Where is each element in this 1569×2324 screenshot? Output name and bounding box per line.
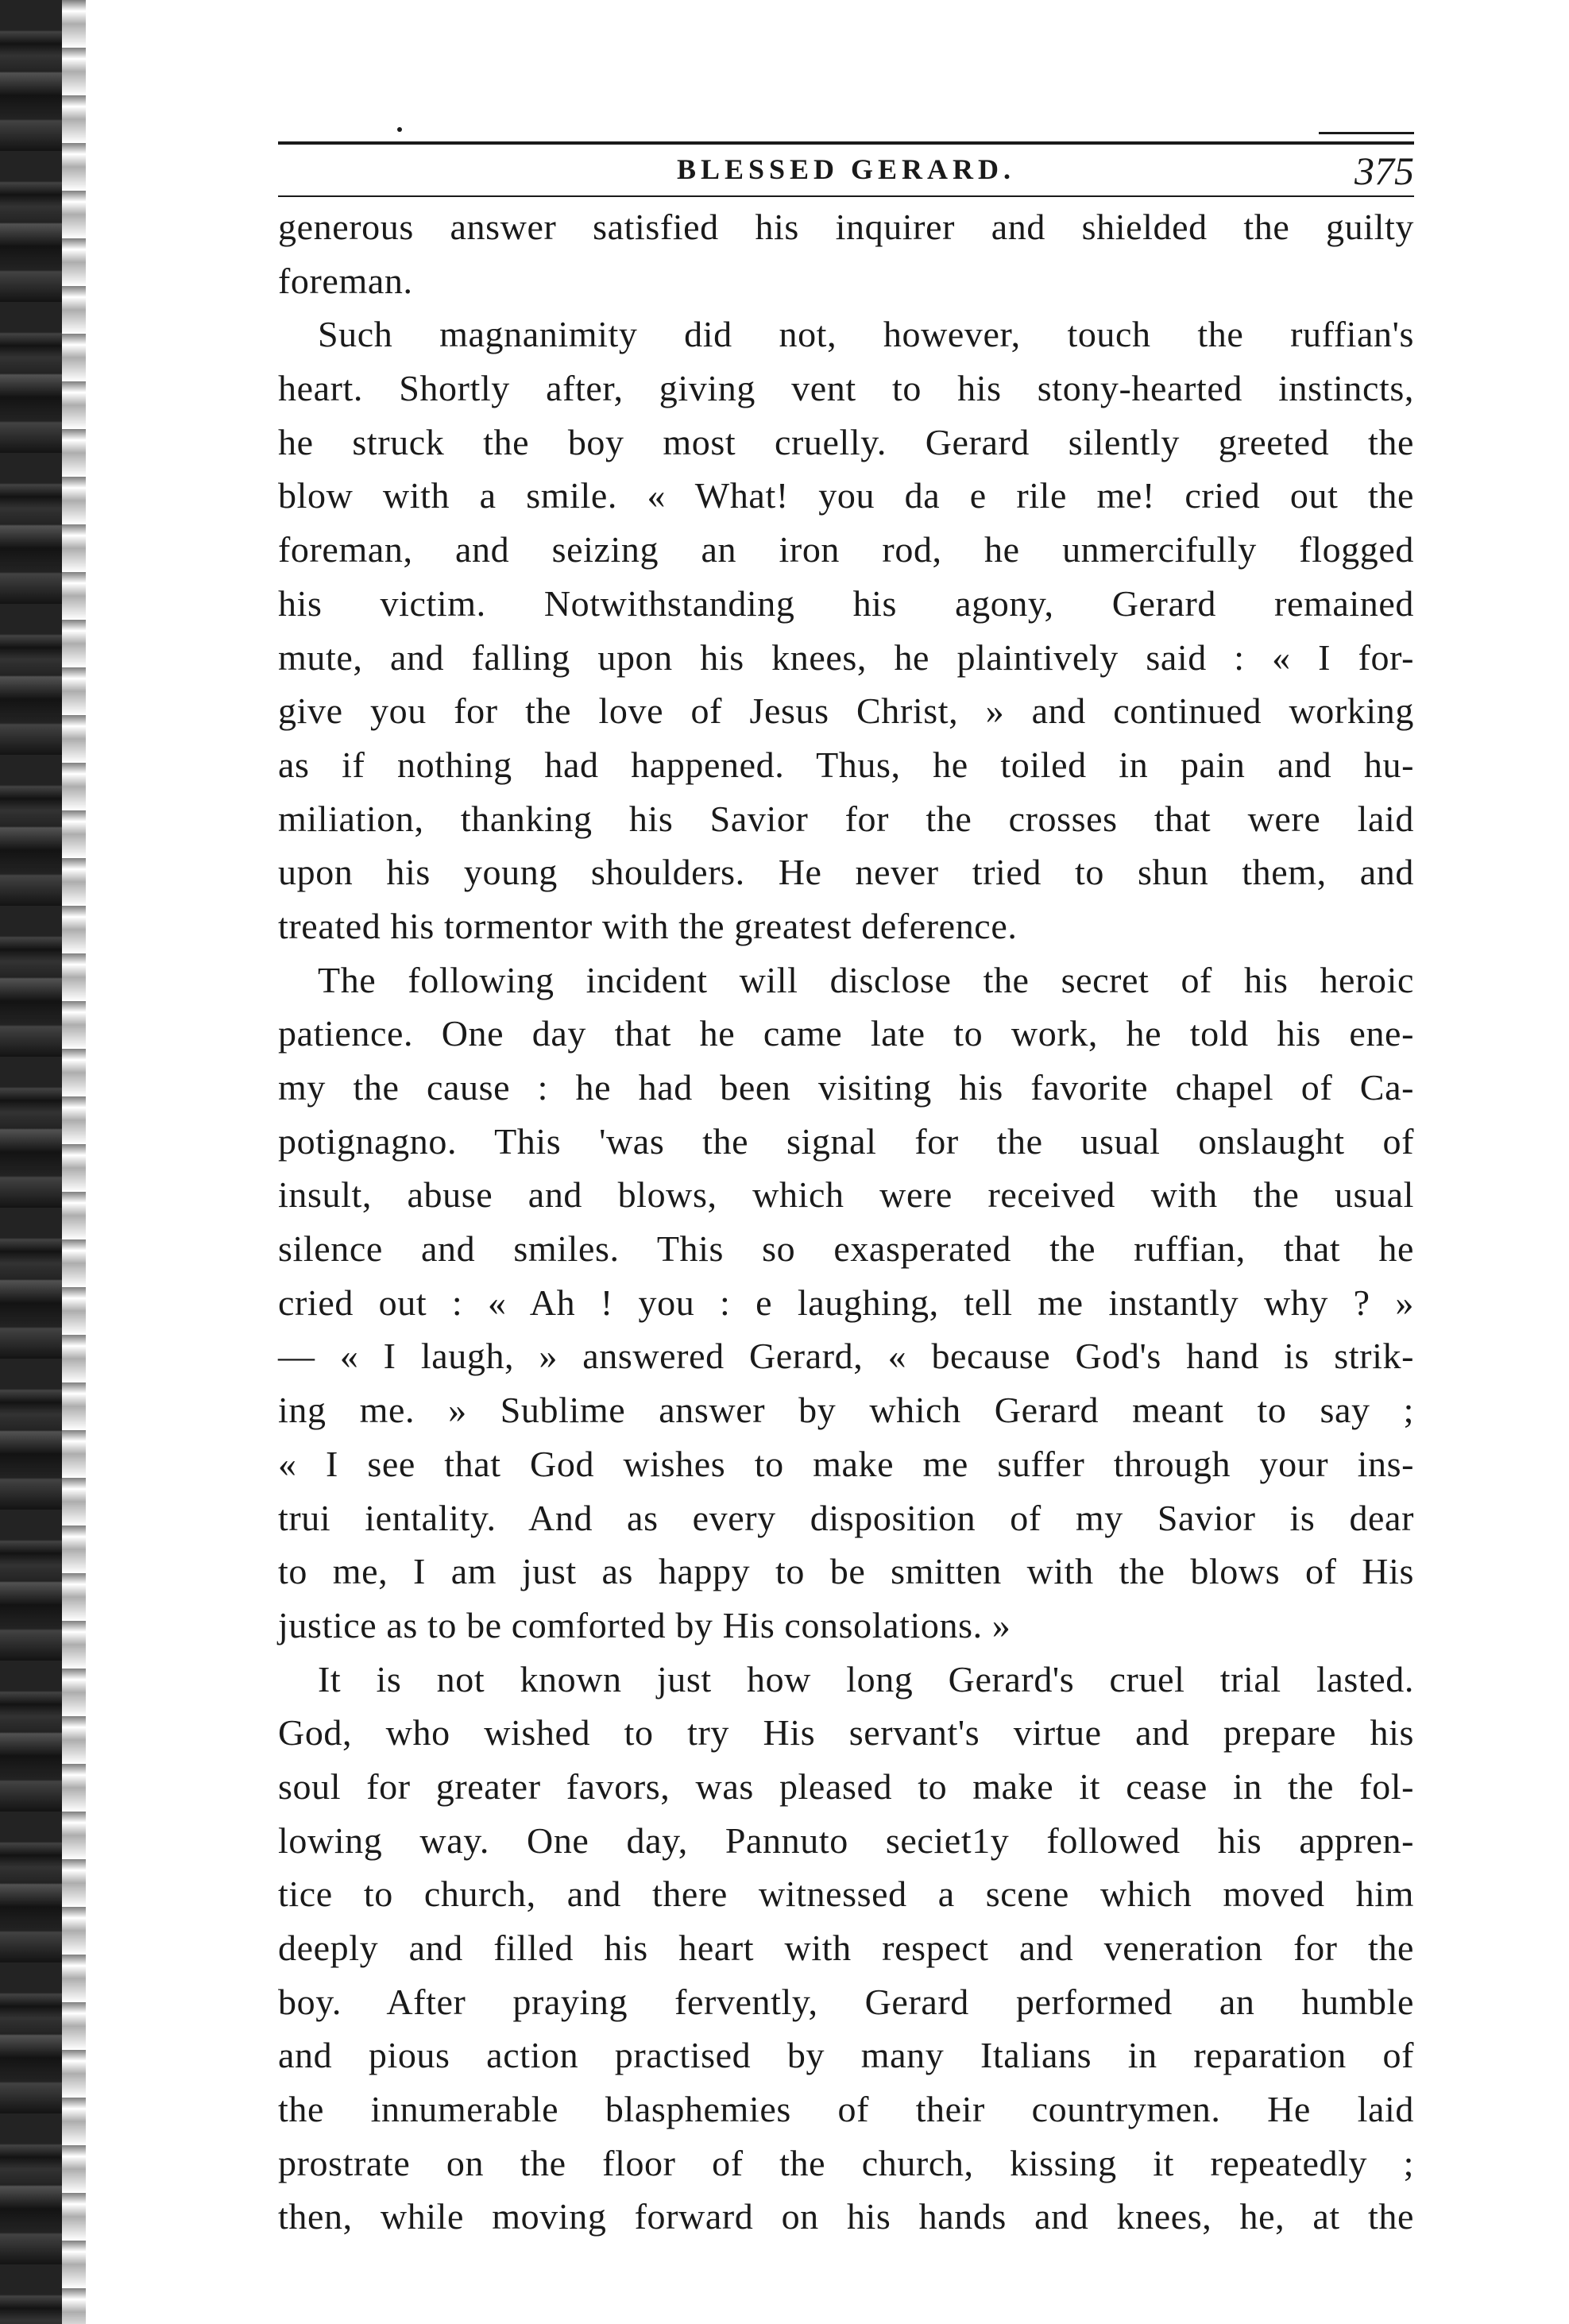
text-line: Such magnanimity did not, however, touch the ruffian's (318, 314, 1414, 355)
text-line: It is not known just how long Gerard's cruel trial lasted. (318, 1658, 1414, 1699)
text-line: the innumerable blasphemies of their countrymen. He laid (278, 2089, 1414, 2130)
text-line: « I see that God wishes to make me suffer through your ins- (278, 1443, 1414, 1484)
text-line: ing me. » Sublime answer by which Gerard meant to say ; (278, 1390, 1414, 1431)
text-line: potignagno. This 'was the signal for the usual onslaught of (278, 1120, 1414, 1162)
text-line: soul for greater favors, was pleased to make it cease in the fol- (278, 1765, 1414, 1807)
header-ornament-dot (397, 127, 402, 132)
text-line: blow with a smile. « What! you da e rile me! cried out the (278, 475, 1414, 516)
page-header (278, 127, 1414, 199)
text-line: — « I laugh, » answered Gerard, « because God's hand is strik- (278, 1336, 1414, 1377)
text-line: he struck the boy most cruelly. Gerard silently greeted the (278, 421, 1414, 462)
text-line: trui ientality. And as every disposition of my Savior is dear (278, 1497, 1414, 1538)
text-line: and pious action practised by many Italians in reparation of (278, 2035, 1414, 2076)
text-line: his victim. Notwithstanding his agony, Gerard remained (278, 582, 1414, 624)
text-line: tice to church, and there witnessed a scene which moved him (278, 1874, 1414, 1915)
text-line: then, while moving forward on his hands and knees, he, at the (278, 2196, 1414, 2237)
page-number: 375 (1355, 149, 1414, 193)
text-line: God, who wished to try His servant's virtue and prepare his (278, 1712, 1414, 1754)
text-line: boy. After praying fervently, Gerard performed an humble (278, 1981, 1414, 2022)
text-line: mute, and falling upon his knees, he plaintively said : « I for- (278, 636, 1414, 678)
header-rule-short (1319, 132, 1414, 134)
header-rule-bottom (278, 195, 1414, 197)
text-line: justice as to be comforted by His consolations. » (278, 1604, 1011, 1645)
text-line: prostrate on the floor of the church, kissing it repeatedly ; (278, 2142, 1414, 2183)
text-line: deeply and filled his heart with respect and veneration for the (278, 1928, 1414, 1968)
text-line: lowing way. One day, Pannuto seciet1y followed his appren- (278, 1819, 1414, 1861)
text-line: patience. One day that he came late to work, he told his ene- (278, 1013, 1414, 1054)
text-line: miliation, thanking his Savior for the crosses that were laid (278, 798, 1414, 839)
text-line: as if nothing had happened. Thus, he toiled in pain and hu- (278, 744, 1414, 785)
text-line: to me, I am just as happy to be smitten with the blows of His (278, 1551, 1414, 1592)
text-line: cried out : « Ah ! you : e laughing, tell me instantly why ? » (278, 1282, 1414, 1323)
text-line: insult, abuse and blows, which were received with the usual (278, 1174, 1414, 1216)
text-line: heart. Shortly after, giving vent to his stony-hearted instincts, (278, 368, 1414, 409)
text-line: give you for the love of Jesus Christ, » and continued working (278, 690, 1414, 732)
body-text (278, 200, 1414, 2244)
text-line: my the cause : he had been visiting his favorite chapel of Ca- (278, 1067, 1414, 1108)
text-line: upon his young shoulders. He never tried to shun them, and (278, 852, 1414, 893)
header-rule-top (278, 141, 1414, 145)
text-line: generous answer satisfied his inquirer and shielded the guilty (278, 207, 1414, 247)
text-line: treated his tormentor with the greatest deference. (278, 905, 1018, 946)
binding-edge-shadow (0, 0, 62, 2324)
text-line: The following incident will disclose the secret of his heroic (318, 959, 1414, 1000)
text-line: foreman, and seizing an iron rod, he unmercifully flogged (278, 529, 1414, 570)
text-line: foreman. (278, 260, 413, 301)
running-head: BLESSED GERARD. (676, 153, 1016, 185)
text-line: silence and smiles. This so exasperated the ruffian, that he (278, 1228, 1414, 1270)
